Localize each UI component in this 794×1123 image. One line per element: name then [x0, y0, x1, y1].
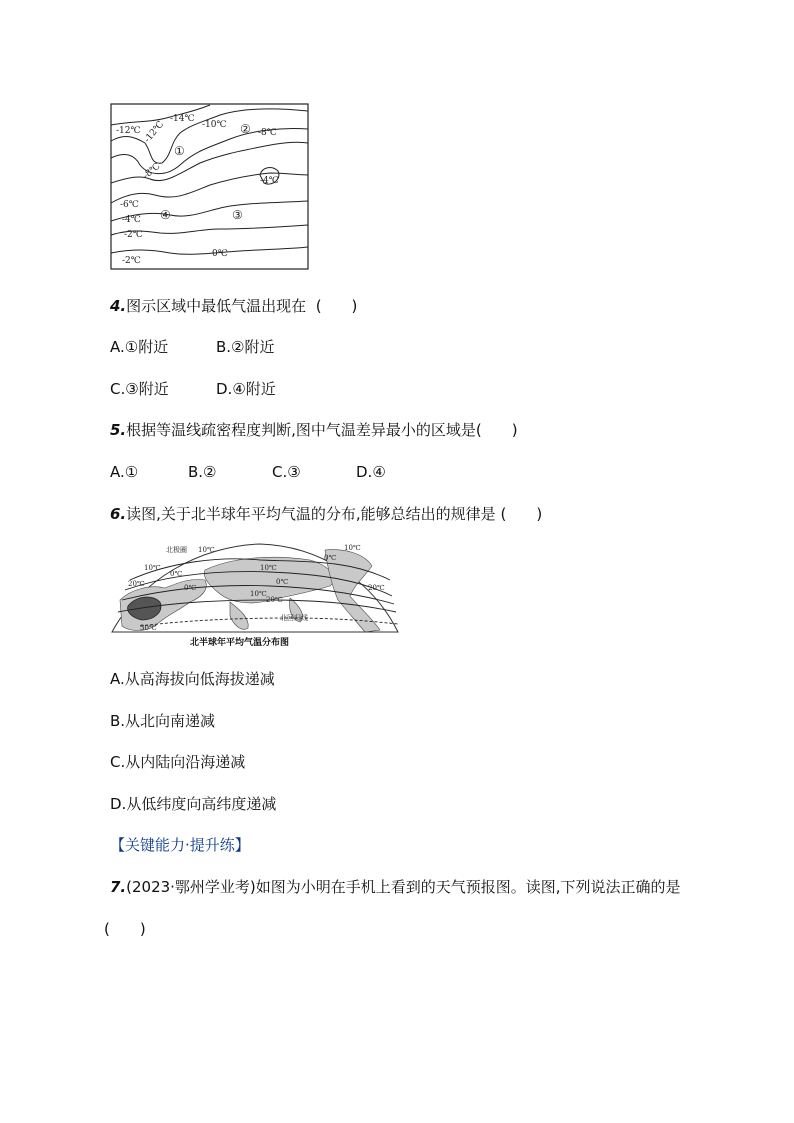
q6-option-b: B.从北向南递减: [110, 712, 216, 730]
circle-label-3: ③: [232, 208, 243, 222]
isotherm-map-figure: [110, 103, 310, 271]
q6-option-a: A.从高海拔向低海拔递减: [110, 670, 275, 688]
circle-label-2: ②: [240, 122, 251, 136]
label-zero: 0℃: [212, 249, 228, 259]
hemisphere-temperature-map: [110, 540, 400, 648]
q5-option-a: A.①: [110, 463, 139, 481]
q4-option-d: D.④附近: [216, 380, 276, 398]
label-10c-c: 10℃: [144, 564, 161, 572]
question-number: 5.: [110, 421, 127, 439]
circle-label-4: ④: [160, 208, 171, 222]
question-5: [110, 420, 518, 440]
isotherm-map: [110, 103, 310, 271]
q4-option-a: A.①附近: [110, 338, 169, 356]
q4-option-c: C.③附近: [110, 380, 169, 398]
label-minus4a: -4℃: [260, 176, 279, 186]
section-title: 【关键能力·提升练】: [110, 836, 250, 854]
label-10c-e: 10℃: [250, 590, 267, 598]
question-6: [110, 504, 542, 524]
label-20c-b: 20℃: [266, 596, 283, 604]
q6-option-c: C.从内陆向沿海递减: [110, 753, 246, 771]
answer-blank: ): [481, 421, 518, 439]
answer-blank: ( ): [315, 297, 358, 315]
question-number: 6.: [110, 505, 127, 523]
label-0c-b: 0℃: [184, 584, 197, 592]
question-stem: 根据等温线疏密程度判断,图中气温差异最小的区域是(: [126, 421, 482, 439]
label-10c-a: 10℃: [198, 546, 215, 554]
map-caption: 北半球年平均气温分布图: [190, 638, 290, 648]
question-stem: 读图,关于北半球年平均气温的分布,能够总结出的规律是: [126, 505, 496, 523]
label-20c-c: 20℃: [368, 584, 385, 592]
q7-answer-blank: ( ): [104, 920, 146, 938]
question-stem: (2023·鄂州学业考)如图为小明在手机上看到的天气预报图。读图,下列说法正确的是: [126, 878, 681, 896]
answer-blank: ( ): [500, 505, 543, 523]
label-minus12b: -12℃: [142, 119, 167, 145]
label-minus14: -14℃: [170, 114, 195, 124]
q5-option-b: B.②: [188, 463, 217, 481]
label-minus10: -10℃: [202, 120, 227, 130]
label-30c: 30℃: [140, 624, 157, 632]
label-20c-a: 20℃: [128, 580, 145, 588]
q6-option-d: D.从低纬度向高纬度递减: [110, 795, 277, 813]
label-minus4b: -4℃: [122, 215, 141, 225]
label-minus8a: -8℃: [258, 128, 277, 138]
label-minus2a: -2℃: [124, 230, 143, 240]
label-tropic: 北回归线: [280, 614, 308, 622]
label-minus6: -6℃: [120, 200, 139, 210]
label-10c-b: 10℃: [344, 544, 361, 552]
q5-option-d: D.④: [356, 463, 386, 481]
circle-label-1: ①: [174, 144, 185, 158]
label-arctic-circle: 北极圈: [166, 546, 187, 554]
question-number: 4.: [110, 297, 127, 315]
label-0c-d: 0℃: [324, 554, 337, 562]
question-number: 7.: [110, 878, 127, 896]
label-minus8b: -8℃: [141, 161, 163, 182]
label-10c-d: 10℃: [260, 564, 277, 572]
question-7: [110, 877, 681, 897]
label-0c-a: 0℃: [170, 570, 183, 578]
label-minus2b: -2℃: [122, 256, 141, 266]
hemisphere-temperature-map-figure: [110, 540, 400, 648]
q4-option-b: B.②附近: [216, 338, 275, 356]
question-stem: 图示区域中最低气温出现在: [126, 297, 307, 315]
label-minus12: -12℃: [116, 126, 141, 136]
label-0c-c: 0℃: [276, 578, 289, 586]
q5-option-c: C.③: [272, 463, 301, 481]
question-4: [110, 296, 357, 316]
